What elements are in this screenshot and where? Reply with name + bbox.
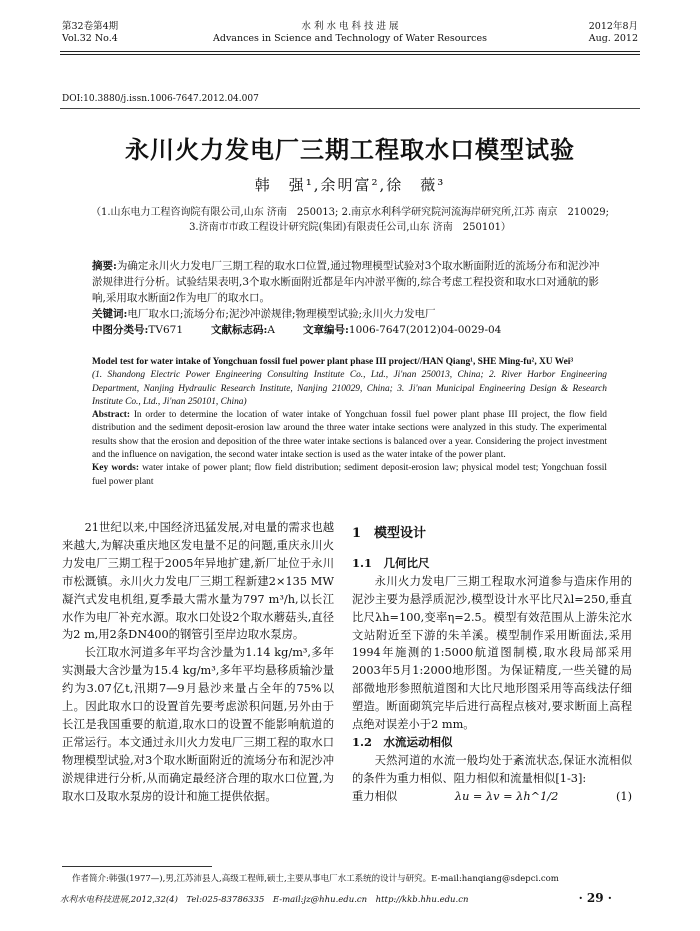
keywords-cn-text: 电厂取水口;流场分布;泥沙冲淤规律;物理模型试验;永川火力发电厂: [127, 308, 436, 320]
keywords-en-text: water intake of power plant; flow field distribution; sediment deposit-erosion law; physical model test; Yongchuan fossil fuel power plant: [92, 463, 607, 487]
keywords-en-label: Key words:: [92, 463, 139, 474]
affiliation-line: （1.山东电力工程咨询院有限公司,山东 济南 250013; 2.南京水利科学研究院河流海岸研究所,江苏 南京 210029;: [90, 207, 610, 218]
abstract-en-title: Model test for water intake of Yongchuan fossil fuel power plant phase III project//HAN Qiang¹, SHE Ming-fu², XU Wei³: [92, 357, 574, 367]
paper-title: 永川火力发电厂三期工程取水口模型试验: [125, 135, 575, 164]
classification-line: [92, 322, 607, 338]
date-cn: 2012年8月: [588, 21, 638, 32]
clc: [92, 322, 183, 338]
subsection-heading: 1.2 水流运动相似: [352, 734, 453, 749]
abstract-cn-label: 摘要:: [92, 260, 117, 272]
equation-number: (1): [615, 789, 632, 803]
abstract-en-label: Abstract:: [92, 410, 131, 421]
journal-cn: 水 利 水 电 科 技 进 展: [301, 21, 399, 32]
page-footer: [60, 893, 640, 905]
journal-en: Advances in Science and Technology of Water Resources: [213, 33, 487, 44]
header-rule: [60, 51, 640, 55]
section-heading: 1 模型设计: [352, 526, 427, 541]
equation: λu = λv = λh^1/2: [454, 789, 559, 803]
doc-code-value: A: [267, 324, 276, 336]
clc-value: TV671: [148, 324, 184, 336]
keywords-cn-label: 关键词:: [92, 308, 128, 320]
volume-en: Vol.32 No.4: [62, 33, 118, 44]
abstract-en-affil: (1. Shandong Electric Power Engineering Consulting Institute Co., Ltd., Ji'nan 250013, China; 2. River Harbor Engineering Department, Nanjing Hydraulic Research Institute, Nanjing 210029, China; 3. Ji'nan Municipal Engineering Design & Research Institute Co., Ltd., Ji'nan 250101, China): [92, 370, 607, 407]
body-paragraph: 21世纪以来,中国经济迅猛发展,对电量的需求也越来越大,为解决重庆地区发电量不足的问题,重庆永川火力发电厂三期工程于2005年异地扩建,新厂址位于永川市松溉镇。永川火力发电厂三期工程新建2×135 MW凝汽式发电机组,夏季最大需水量为797 m³/h,以长江水作为电厂补充水源。取水口处设2个取水蘑菇头,直径为2 m,用2条DN400的钢管引至岸边取水泵房。: [62, 521, 334, 642]
doi-rule: [60, 108, 640, 109]
doc-code-label: 文献标志码:: [211, 324, 268, 336]
article-number-value: 1006-7647(2012)04-0029-04: [348, 324, 502, 336]
header-journal: [200, 21, 500, 45]
clc-label: 中图分类号:: [92, 324, 149, 336]
equation-row: [352, 788, 632, 806]
abstract-cn: [92, 258, 607, 338]
volume-cn: 第32卷第4期: [62, 21, 119, 32]
body-paragraph: 永川火力发电厂三期工程取水河道参与造床作用的泥沙主要为悬浮质泥沙,模型设计水平比尺λl=250,垂直比尺λh=100,变率η=2.5。模型有效范围从上游朱沱水文站附近至下游的朱羊溪。模型制作采用断面法,采用1994年施测的1:5000航道图制模,取水段局部采用2003年5月1:2000地形图。为保证精度,一些关键的局部微地形参照航道图和大比尺地形图采用等高线法仔细塑造。断面砌筑完毕后进行高程点核对,要求断面上高程点绝对误差小于2 mm。: [352, 574, 632, 732]
header-volume: [62, 21, 118, 45]
article-number: [303, 322, 501, 338]
subsection-heading: 1.1 几何比尺: [352, 555, 430, 570]
left-column: [62, 519, 334, 806]
equation-label: 重力相似: [352, 789, 398, 803]
body-paragraph: 天然河道的水流一般均处于紊流状态,保证水流相似的条件为重力相似、阻力相似和流量相似[1-3]:: [352, 753, 632, 785]
keywords-cn: [92, 306, 607, 322]
keywords-en: [92, 462, 607, 489]
page-number: · 29 ·: [578, 891, 612, 905]
footer-text: 水利水电科技进展,2012,32(4) Tel:025-83786335 E-mail:jz@hhu.edu.cn http://kkb.hhu.edu.cn: [60, 895, 469, 905]
abstract-en-text: In order to determine the location of water intake of Yongchuan fossil fuel power plant phase III project, the flow field distribution and the sediment deposit-erosion law around the three water intake sections were analyzed in this study. The experimental results show that the erosion and deposition of the three water intake sections is balanced over a year. Considering the project investment and the influence on navigation, the second water intake section is used as the water intake of the power plant.: [92, 410, 607, 461]
abstract-cn-body: [92, 258, 607, 306]
affiliation-line: 3.济南市市政工程设计研究院(集团)有限责任公司,山东 济南 250101）: [189, 222, 511, 233]
affiliations: [62, 205, 638, 235]
article-number-label: 文章编号:: [303, 324, 349, 336]
abstract-en: [92, 356, 607, 489]
abstract-en-body: [92, 409, 607, 462]
footnote-rule: [62, 866, 212, 867]
right-column: [352, 525, 632, 806]
authors: 韩 强¹,余明富²,徐 薇³: [254, 176, 446, 194]
date-en: Aug. 2012: [588, 33, 638, 44]
author-footnote: 作者简介:韩强(1977—),男,江苏沛县人,高级工程师,硕士,主要从事电厂水工系统的设计与研究。E-mail:hanqiang@sdepci.com: [72, 874, 559, 884]
doi: DOI:10.3880/j.issn.1006-7647.2012.04.007: [62, 94, 259, 104]
abstract-cn-text: 为确定永川火力发电厂三期工程的取水口位置,通过物理模型试验对3个取水断面附近的流场分布和泥沙冲淤规律进行分析。试验结果表明,3个取水断面附近都是年内冲淤平衡的,综合考虑工程投资和取水口对通航的影响,采用取水断面2作为电厂的取水口。: [92, 260, 600, 304]
header-date: [589, 21, 638, 45]
doc-code: [211, 322, 275, 338]
body-paragraph: 长江取水河道多年平均含沙量为1.14 kg/m³,多年实测最大含沙量为15.4 kg/m³,多年平均悬移质输沙量约为3.07亿t,汛期7—9月悬沙来量占全年的75%以上。因此取水口的设置首先要考虑淤积问题,另外由于长江是我国重要的航道,取水口的设置不能影响航道的正常运行。本文通过永川火力发电厂三期工程的取水口物理模型试验,对3个取水断面附近的流场分布和泥沙冲淤规律进行分析,从而确定最经济合理的取水口位置,为取水口及取水泵房的设计和施工提供依据。: [62, 646, 334, 803]
